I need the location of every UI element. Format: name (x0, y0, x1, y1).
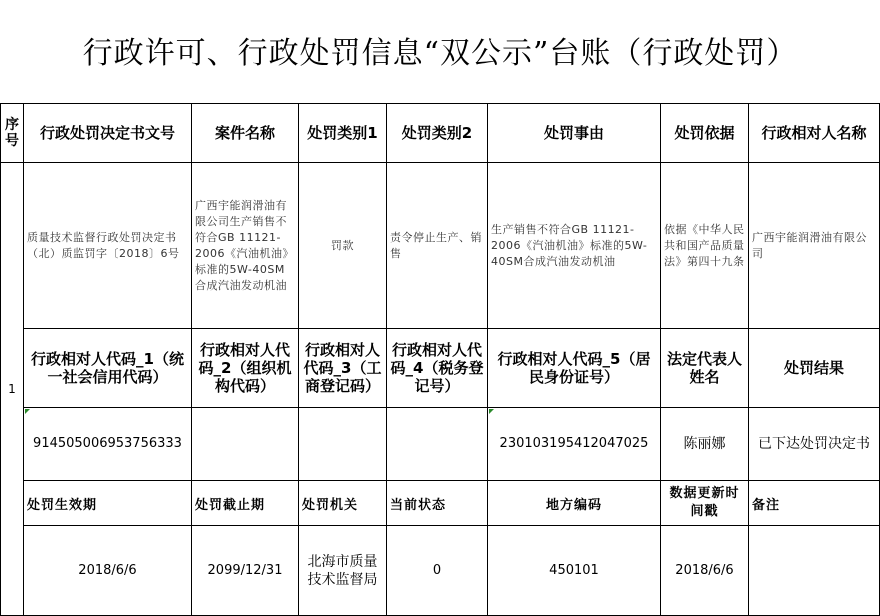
cell-code4 (387, 408, 488, 481)
header-category2: 处罚类别2 (387, 103, 488, 163)
header-code2: 行政相对人代码_2（组织机构代码） (192, 329, 299, 408)
cell-result: 已下达处罚决定书 (749, 408, 880, 481)
cell-basis: 依据《中华人民共和国产品质量法》第四十九条 (661, 163, 749, 329)
comment-marker-icon (489, 409, 494, 414)
cell-update-time: 2018/6/6 (661, 526, 749, 616)
page-title: 行政许可、行政处罚信息“双公示”台账（行政处罚） (82, 36, 798, 71)
cell-reason: 生产销售不符合GB 11121-2006《汽油机油》标准的5W-40SM合成汽油发动机油 (488, 163, 661, 329)
header-authority: 处罚机关 (299, 481, 387, 526)
comment-marker-icon (25, 409, 30, 414)
cell-region-code: 450101 (488, 526, 661, 616)
cell-end-date: 2099/12/31 (192, 526, 299, 616)
cell-remarks (749, 526, 880, 616)
header-party-name: 行政相对人名称 (749, 103, 880, 163)
header-code5: 行政相对人代码_5（居民身份证号） (488, 329, 661, 408)
header-code4: 行政相对人代码_4（税务登记号） (387, 329, 488, 408)
header-legal-rep: 法定代表人姓名 (661, 329, 749, 408)
header-status: 当前状态 (387, 481, 488, 526)
header-code1: 行政相对人代码_1（统一社会信用代码） (24, 329, 192, 408)
header-result: 处罚结果 (749, 329, 880, 408)
cell-effective-date: 2018/6/6 (24, 526, 192, 616)
cell-code2 (192, 408, 299, 481)
header-reason: 处罚事由 (488, 103, 661, 163)
header-effective-date: 处罚生效期 (24, 481, 192, 526)
cell-code3 (299, 408, 387, 481)
header-basis: 处罚依据 (661, 103, 749, 163)
cell-party-name: 广西宇能润滑油有限公司 (749, 163, 880, 329)
header-seq: 序号 (0, 103, 24, 163)
cell-authority: 北海市质量技术监督局 (299, 526, 387, 616)
header-region-code: 地方编码 (488, 481, 661, 526)
cell-legal-rep: 陈丽娜 (661, 408, 749, 481)
cell-code5: 230103195412047025 (488, 408, 661, 481)
cell-code1: 914505006953756333 (24, 408, 192, 481)
header-decision-no: 行政处罚决定书文号 (24, 103, 192, 163)
cell-decision-no: 质量技术监督行政处罚决定书（北）质监罚字〔2018〕6号 (24, 163, 192, 329)
cell-category1: 罚款 (299, 163, 387, 329)
cell-status: 0 (387, 526, 488, 616)
header-category1: 处罚类别1 (299, 103, 387, 163)
header-end-date: 处罚截止期 (192, 481, 299, 526)
header-update-time: 数据更新时间戳 (661, 481, 749, 526)
header-code3: 行政相对人代码_3（工商登记码） (299, 329, 387, 408)
cell-case-name: 广西宇能润滑油有限公司生产销售不符合GB 11121-2006《汽油机油》标准的5W-40SM合成汽油发动机油 (192, 163, 299, 329)
header-case-name: 案件名称 (192, 103, 299, 163)
cell-category2: 责令停止生产、销售 (387, 163, 488, 329)
header-remarks: 备注 (749, 481, 880, 526)
row-seq: 1 (0, 163, 24, 616)
